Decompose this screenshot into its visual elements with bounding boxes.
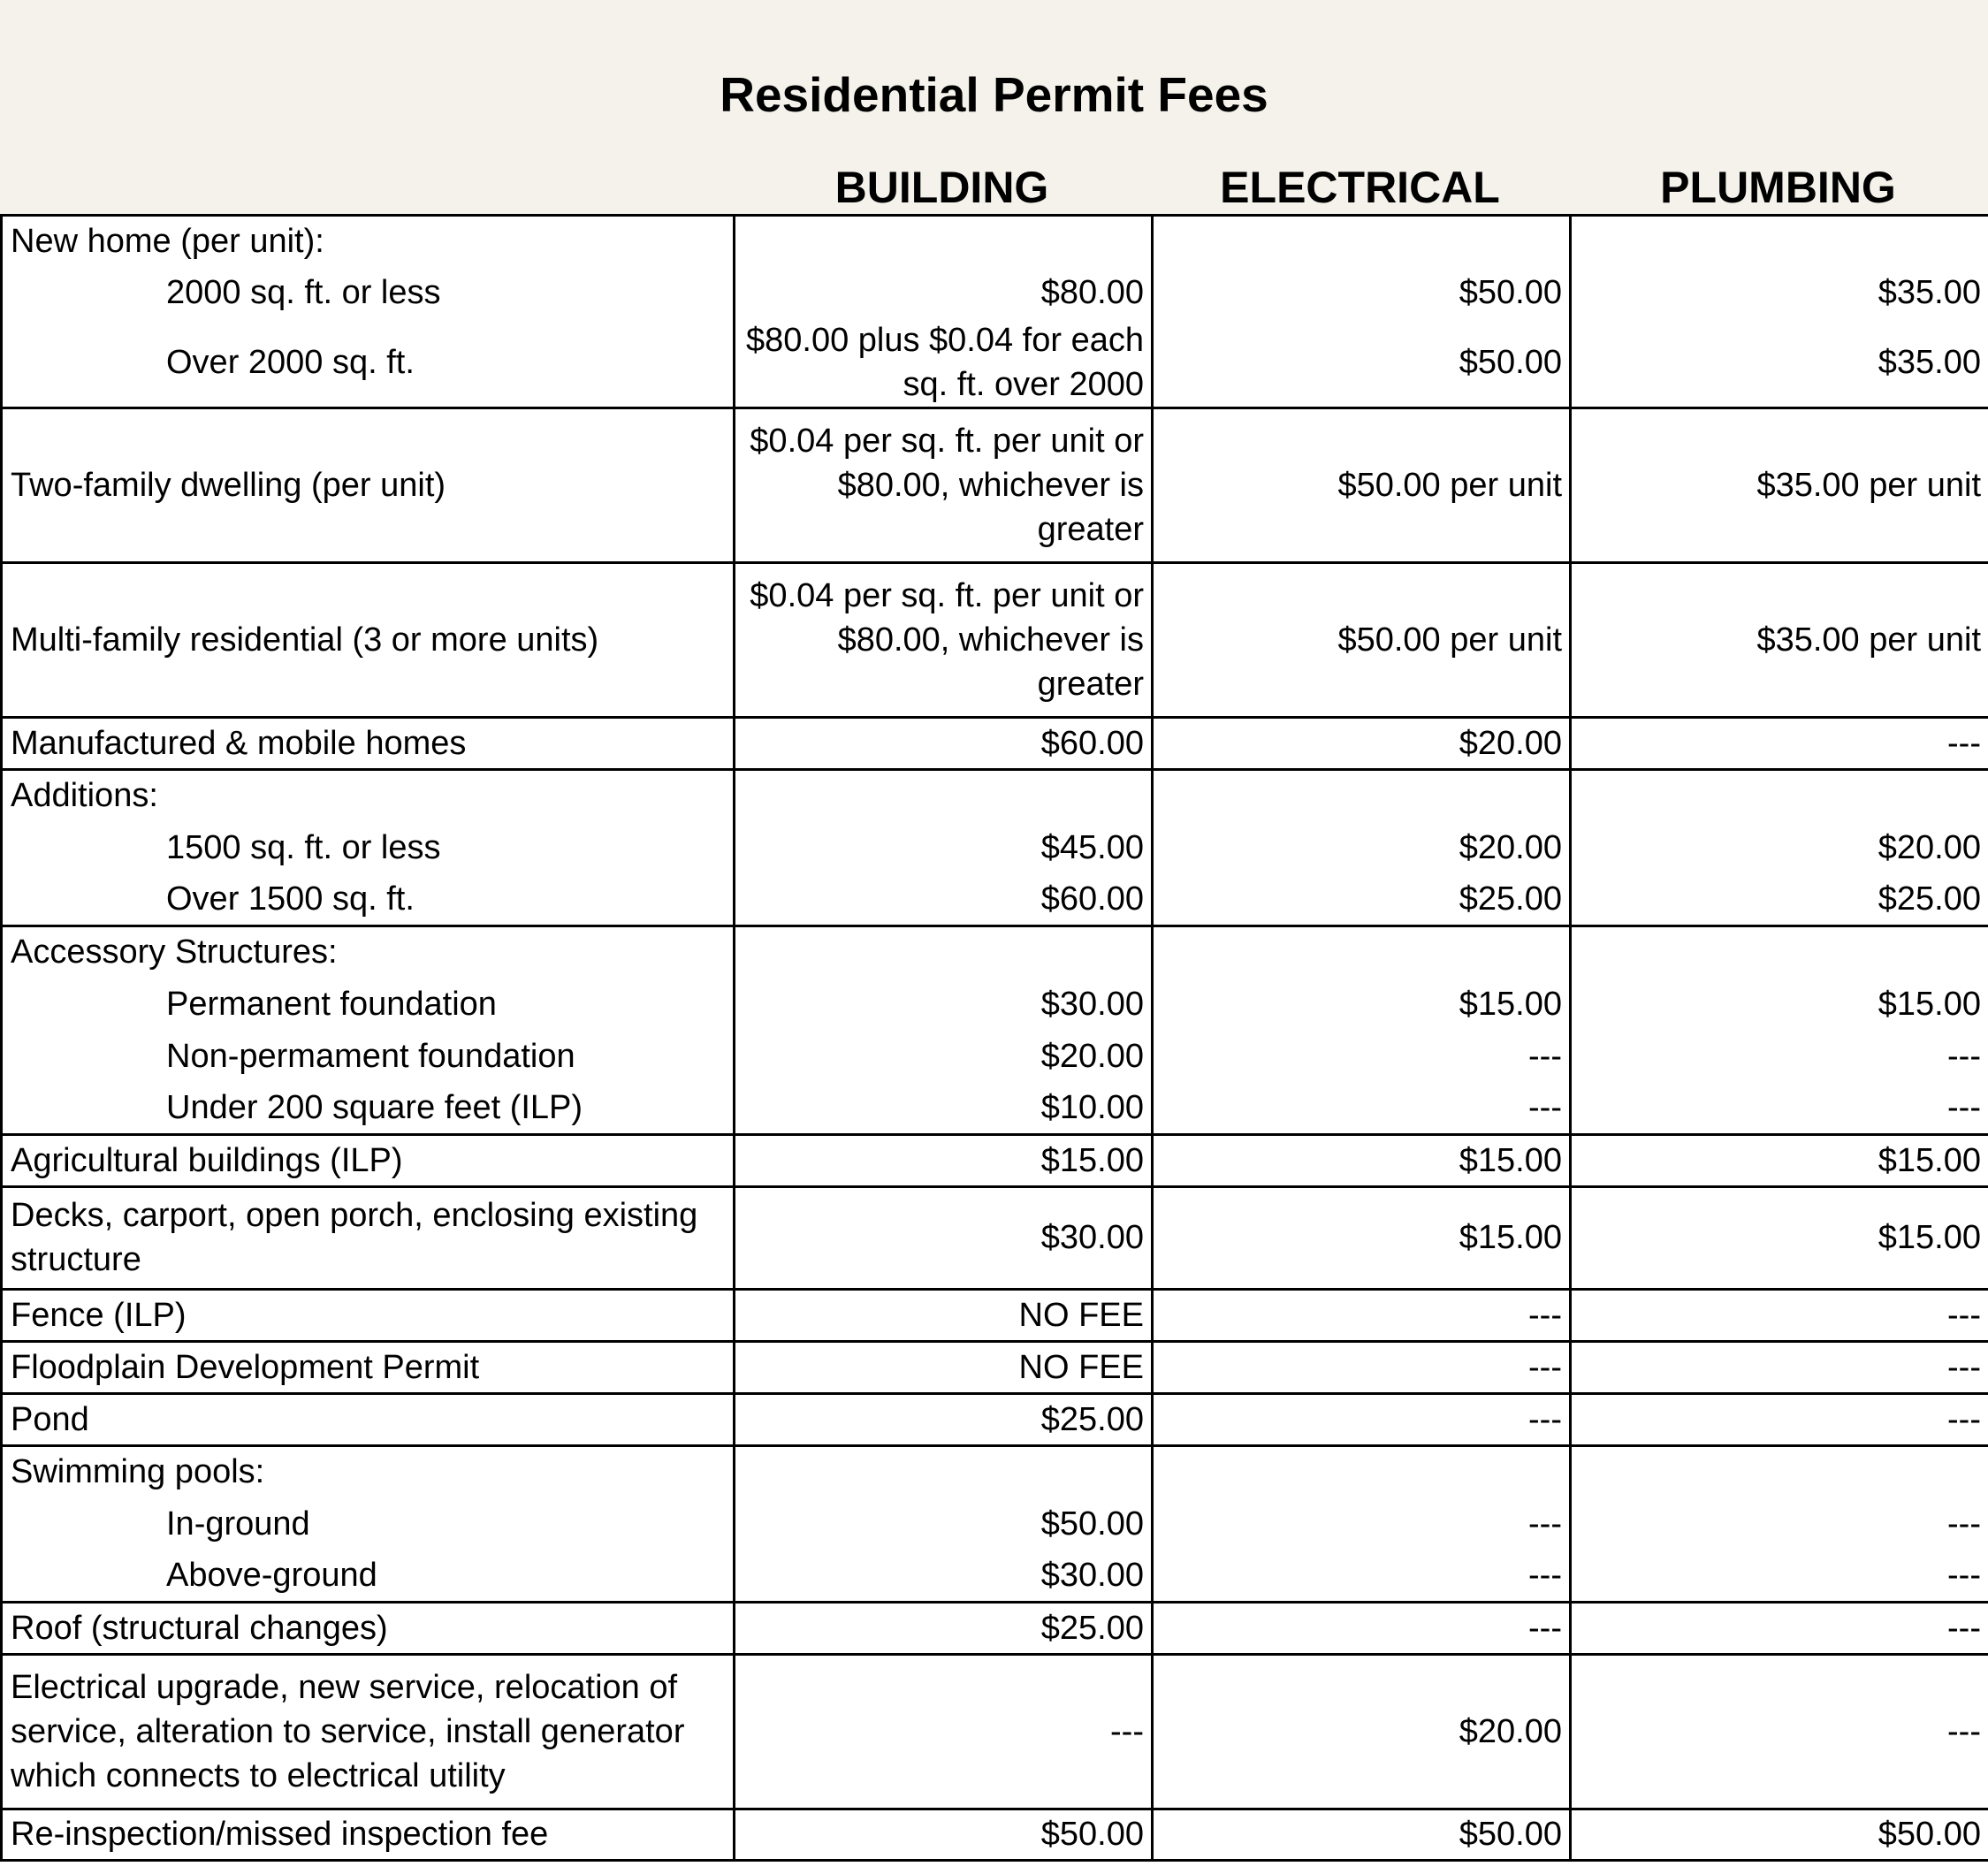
empty-cell: [1153, 1445, 1571, 1497]
table-row: [2, 562, 1988, 717]
table-row: [2, 408, 1988, 562]
fee-item-label: Manufactured & mobile homes: [2, 717, 735, 769]
building-fee: $50.00: [735, 1809, 1153, 1860]
table-row: [2, 1497, 1988, 1550]
empty-cell: [735, 769, 1153, 821]
table-row: [2, 1186, 1988, 1289]
empty-cell: [1571, 216, 1988, 267]
fee-group: [2, 1341, 1988, 1393]
table-row: [2, 1030, 1988, 1082]
group-header-label: New home (per unit):: [2, 216, 735, 267]
building-fee: $50.00: [735, 1497, 1153, 1550]
fee-item-label: Above-ground: [2, 1550, 735, 1602]
building-fee: $80.00 plus $0.04 for each sq. ft. over 2000: [735, 318, 1153, 408]
fee-group: [2, 216, 1988, 408]
building-fee: $20.00: [735, 1030, 1153, 1082]
table-row: [2, 267, 1988, 318]
empty-cell: [735, 216, 1153, 267]
fee-group: [2, 1602, 1988, 1654]
plumbing-fee: $35.00: [1571, 267, 1988, 318]
electrical-fee: ---: [1153, 1497, 1571, 1550]
fee-item-label: Two-family dwelling (per unit): [2, 408, 735, 562]
fee-group: [2, 1654, 1988, 1809]
fee-item-label: Decks, carport, open porch, enclosing existing structure: [2, 1186, 735, 1289]
plumbing-fee: $35.00 per unit: [1571, 562, 1988, 717]
electrical-fee: $15.00: [1153, 978, 1571, 1030]
fee-group: [2, 717, 1988, 769]
table-row: [2, 821, 1988, 873]
building-fee: $0.04 per sq. ft. per unit or $80.00, whichever is greater: [735, 408, 1153, 562]
group-header-label: Swimming pools:: [2, 1445, 735, 1497]
fee-item-label: Fence (ILP): [2, 1289, 735, 1341]
electrical-fee: $50.00: [1153, 318, 1571, 408]
building-fee: $30.00: [735, 1186, 1153, 1289]
fee-group: [2, 769, 1988, 926]
group-header-row: [2, 769, 1988, 821]
empty-cell: [735, 1445, 1153, 1497]
plumbing-fee: ---: [1571, 1497, 1988, 1550]
plumbing-fee: ---: [1571, 1550, 1988, 1602]
plumbing-fee: ---: [1571, 1030, 1988, 1082]
empty-cell: [735, 926, 1153, 978]
empty-cell: [1153, 926, 1571, 978]
fee-item-label: Multi-family residential (3 or more units): [2, 562, 735, 717]
page-header: [0, 0, 1988, 215]
table-row: [2, 318, 1988, 408]
table-row: [2, 1289, 1988, 1341]
electrical-fee: ---: [1153, 1393, 1571, 1445]
table-row: [2, 1134, 1988, 1186]
building-fee: $10.00: [735, 1082, 1153, 1134]
fee-group: [2, 1289, 1988, 1341]
table-row: [2, 717, 1988, 769]
group-header-row: [2, 216, 1988, 267]
electrical-fee: $20.00: [1153, 1654, 1571, 1809]
empty-cell: [1153, 216, 1571, 267]
table-row: [2, 1341, 1988, 1393]
page-title: Residential Permit Fees: [720, 67, 1268, 122]
building-fee: $0.04 per sq. ft. per unit or $80.00, whichever is greater: [735, 562, 1153, 717]
group-header-label: Additions:: [2, 769, 735, 821]
fee-item-label: Over 1500 sq. ft.: [2, 873, 735, 926]
building-fee: $25.00: [735, 1393, 1153, 1445]
fee-item-label: Agricultural buildings (ILP): [2, 1134, 735, 1186]
electrical-fee: ---: [1153, 1341, 1571, 1393]
column-header-building: BUILDING: [834, 163, 1049, 212]
table-row: [2, 1393, 1988, 1445]
plumbing-fee: ---: [1571, 1341, 1988, 1393]
fee-group: [2, 926, 1988, 1134]
group-header-label: Accessory Structures:: [2, 926, 735, 978]
empty-cell: [1153, 769, 1571, 821]
table-row: [2, 873, 1988, 926]
fee-item-label: 2000 sq. ft. or less: [2, 267, 735, 318]
plumbing-fee: $35.00 per unit: [1571, 408, 1988, 562]
electrical-fee: ---: [1153, 1550, 1571, 1602]
fee-group: [2, 1393, 1988, 1445]
building-fee: $60.00: [735, 873, 1153, 926]
building-fee: NO FEE: [735, 1289, 1153, 1341]
building-fee: $30.00: [735, 1550, 1153, 1602]
plumbing-fee: $20.00: [1571, 821, 1988, 873]
building-fee: NO FEE: [735, 1341, 1153, 1393]
electrical-fee: ---: [1153, 1082, 1571, 1134]
plumbing-fee: ---: [1571, 1289, 1988, 1341]
electrical-fee: $50.00: [1153, 1809, 1571, 1860]
electrical-fee: $20.00: [1153, 821, 1571, 873]
table-row: [2, 978, 1988, 1030]
electrical-fee: $20.00: [1153, 717, 1571, 769]
table-row: [2, 1082, 1988, 1134]
plumbing-fee: ---: [1571, 1654, 1988, 1809]
electrical-fee: $25.00: [1153, 873, 1571, 926]
empty-cell: [1571, 769, 1988, 821]
column-header-plumbing: PLUMBING: [1660, 163, 1896, 212]
plumbing-fee: $35.00: [1571, 318, 1988, 408]
plumbing-fee: ---: [1571, 1393, 1988, 1445]
fee-item-label: Roof (structural changes): [2, 1602, 735, 1654]
electrical-fee: ---: [1153, 1289, 1571, 1341]
building-fee: $45.00: [735, 821, 1153, 873]
plumbing-fee: ---: [1571, 1602, 1988, 1654]
fee-item-label: 1500 sq. ft. or less: [2, 821, 735, 873]
plumbing-fee: ---: [1571, 717, 1988, 769]
building-fee: ---: [735, 1654, 1153, 1809]
plumbing-fee: ---: [1571, 1082, 1988, 1134]
electrical-fee: ---: [1153, 1030, 1571, 1082]
fees-table: [0, 214, 1988, 1862]
fee-group: [2, 1809, 1988, 1860]
group-header-row: [2, 926, 1988, 978]
fee-group: [2, 1134, 1988, 1186]
electrical-fee: $15.00: [1153, 1134, 1571, 1186]
empty-cell: [1571, 1445, 1988, 1497]
fee-item-label: In-ground: [2, 1497, 735, 1550]
plumbing-fee: $15.00: [1571, 1134, 1988, 1186]
fee-group: [2, 1186, 1988, 1289]
building-fee: $30.00: [735, 978, 1153, 1030]
building-fee: $60.00: [735, 717, 1153, 769]
fee-item-label: Pond: [2, 1393, 735, 1445]
table-row: [2, 1654, 1988, 1809]
electrical-fee: $50.00: [1153, 267, 1571, 318]
fee-item-label: Floodplain Development Permit: [2, 1341, 735, 1393]
fee-item-label: Over 2000 sq. ft.: [2, 318, 735, 408]
building-fee: $15.00: [735, 1134, 1153, 1186]
electrical-fee: $50.00 per unit: [1153, 408, 1571, 562]
building-fee: $25.00: [735, 1602, 1153, 1654]
fee-item-label: Under 200 square feet (ILP): [2, 1082, 735, 1134]
empty-cell: [1571, 926, 1988, 978]
electrical-fee: $15.00: [1153, 1186, 1571, 1289]
plumbing-fee: $15.00: [1571, 978, 1988, 1030]
fee-item-label: Non-permament foundation: [2, 1030, 735, 1082]
fee-group: [2, 1445, 1988, 1602]
fee-group: [2, 408, 1988, 562]
fee-group: [2, 562, 1988, 717]
group-header-row: [2, 1445, 1988, 1497]
electrical-fee: $50.00 per unit: [1153, 562, 1571, 717]
table-row: [2, 1602, 1988, 1654]
table-row: [2, 1550, 1988, 1602]
table-row: [2, 1809, 1988, 1860]
column-header-electrical: ELECTRICAL: [1220, 163, 1500, 212]
fee-item-label: Electrical upgrade, new service, relocation of service, alteration to service, install generator which connects to electrical utility: [2, 1654, 735, 1809]
electrical-fee: ---: [1153, 1602, 1571, 1654]
building-fee: $80.00: [735, 267, 1153, 318]
plumbing-fee: $50.00: [1571, 1809, 1988, 1860]
plumbing-fee: $15.00: [1571, 1186, 1988, 1289]
plumbing-fee: $25.00: [1571, 873, 1988, 926]
fee-item-label: Permanent foundation: [2, 978, 735, 1030]
fee-item-label: Re-inspection/missed inspection fee: [2, 1809, 735, 1860]
